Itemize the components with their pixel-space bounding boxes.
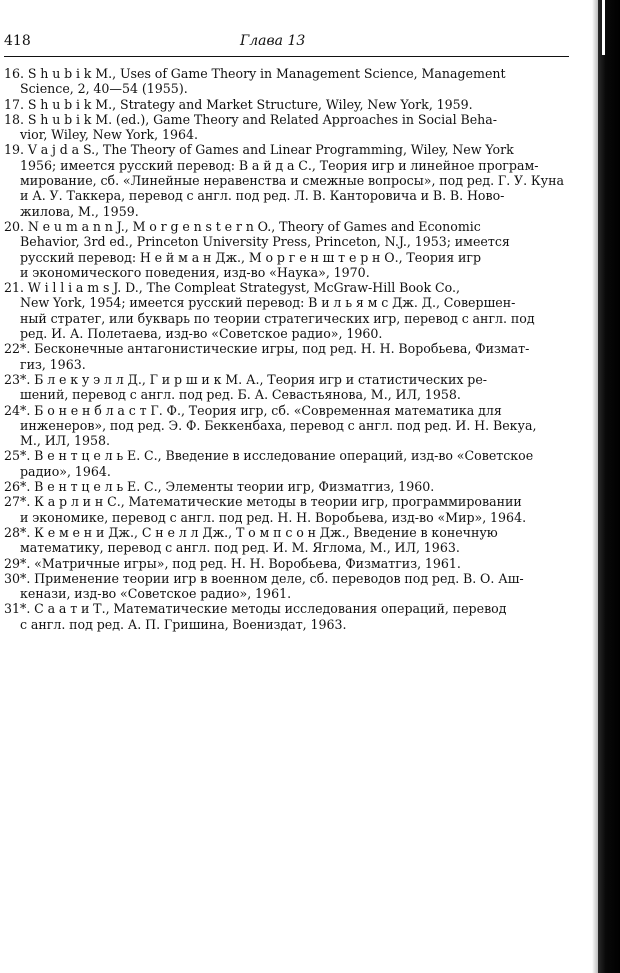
reference-17 bbox=[4, 97, 568, 112]
reference-number: 28*. bbox=[4, 524, 31, 540]
reference-line: V a j d a S., The Theory of Games and Linear Programming, Wiley, New York bbox=[27, 142, 514, 158]
reference-line: жилова, М., 1959. bbox=[20, 203, 139, 219]
reference-number: 22*. bbox=[4, 341, 31, 357]
reference-number: 25*. bbox=[4, 448, 31, 464]
reference-number: 16. bbox=[4, 66, 25, 81]
reference-number: 27*. bbox=[4, 494, 31, 510]
reference-number: 18. bbox=[4, 111, 25, 127]
reference-27 bbox=[4, 494, 568, 525]
reference-18 bbox=[4, 112, 568, 143]
reference-29 bbox=[4, 556, 568, 571]
reference-line: ный стратег, или букварь по теории стратегических игр, перевод с англ. под bbox=[20, 310, 535, 326]
reference-line: S h u b i k M., Uses of Game Theory in Management Science, Management bbox=[27, 66, 506, 81]
reference-20 bbox=[4, 219, 568, 280]
reference-number: 24*. bbox=[4, 402, 31, 418]
reference-number: 21. bbox=[4, 280, 25, 296]
reference-16 bbox=[4, 66, 568, 97]
reference-line: М., ИЛ, 1958. bbox=[20, 433, 111, 449]
reference-line: и экономике, перевод с англ. под ред. Н. Н. Воробьева, изд-во «Мир», 1964. bbox=[20, 509, 527, 525]
reference-line: vior, Wiley, New York, 1964. bbox=[20, 127, 199, 143]
reference-line: математику, перевод с англ. под ред. И. М. Яглома, М., ИЛ, 1963. bbox=[20, 540, 460, 556]
running-head: Глава 13 bbox=[240, 33, 306, 49]
reference-line: S h u b i k M. (ed.), Game Theory and Related Approaches in Social Beha- bbox=[27, 111, 498, 127]
reference-25 bbox=[4, 448, 568, 479]
reference-line: К а р л и н С., Математические методы в теории игр, программировании bbox=[34, 494, 522, 510]
reference-line: С а а т и Т., Математические методы исследования операций, перевод bbox=[34, 601, 507, 617]
reference-line: Behavior, 3rd ed., Princeton University Press, Princeton, N.J., 1953; имеется bbox=[20, 234, 510, 250]
reference-line: Бесконечные антагонистические игры, под ред. Н. Н. Воробьева, Физмат- bbox=[34, 341, 530, 357]
page-header bbox=[4, 33, 570, 51]
header-rule bbox=[4, 56, 569, 57]
reference-line: Science, 2, 40—54 (1955). bbox=[20, 81, 188, 97]
reference-line: и экономического поведения, изд-во «Наука», 1970. bbox=[20, 264, 370, 280]
reference-30 bbox=[4, 571, 568, 602]
reference-line: инженеров», под ред. Э. Ф. Беккенбаха, перевод с англ. под ред. И. Н. Векуа, bbox=[20, 417, 537, 433]
scan-edge-gap bbox=[602, 0, 605, 55]
reference-23 bbox=[4, 372, 568, 403]
reference-21 bbox=[4, 280, 568, 341]
reference-26 bbox=[4, 479, 568, 494]
reference-list bbox=[4, 66, 568, 632]
reference-line: кенази, изд-во «Советское радио», 1961. bbox=[20, 586, 292, 602]
reference-19 bbox=[4, 142, 568, 218]
reference-line: S h u b i k M., Strategy and Market Structure, Wiley, New York, 1959. bbox=[27, 96, 473, 112]
reference-line: с англ. под ред. А. П. Гришина, Воениздат, 1963. bbox=[20, 616, 347, 632]
page-number: 418 bbox=[4, 33, 31, 49]
reference-number: 29*. bbox=[4, 555, 31, 571]
reference-22 bbox=[4, 341, 568, 372]
reference-number: 19. bbox=[4, 142, 25, 158]
reference-line: шений, перевод с англ. под ред. Б. А. Севастьянова, М., ИЛ, 1958. bbox=[20, 387, 461, 403]
reference-number: 26*. bbox=[4, 479, 31, 495]
scan-edge-band bbox=[598, 0, 620, 973]
reference-line: и А. У. Таккера, перевод с англ. под ред. Л. В. Канторовича и В. В. Ново- bbox=[20, 188, 505, 204]
reference-line: гиз, 1963. bbox=[20, 356, 86, 372]
reference-number: 20. bbox=[4, 218, 25, 234]
reference-line: W i l l i a m s J. D., The Compleat Strategyst, McGraw-Hill Book Co., bbox=[27, 280, 460, 296]
reference-number: 23*. bbox=[4, 371, 31, 387]
reference-line: мирование, сб. «Линейные неравенства и смежные вопросы», под ред. Г. У. Куна bbox=[20, 173, 564, 189]
reference-line: радио», 1964. bbox=[20, 463, 111, 479]
reference-line: N e u m a n n J., M o r g e n s t e r n O., Theory of Games and Economic bbox=[27, 218, 481, 234]
reference-line: ред. И. А. Полетаева, изд-во «Советское радио», 1960. bbox=[20, 326, 383, 342]
reference-line: В е н т ц е л ь Е. С., Введение в исследование операций, изд-во «Советское bbox=[34, 448, 534, 464]
reference-line: В е н т ц е л ь Е. С., Элементы теории игр, Физматгиз, 1960. bbox=[34, 479, 435, 495]
reference-line: Б о н е н б л а с т Г. Ф., Теория игр, сб. «Современная математика для bbox=[34, 402, 502, 418]
reference-line: Применение теории игр в военном деле, сб. переводов под ред. В. О. Аш- bbox=[34, 570, 524, 586]
reference-31 bbox=[4, 601, 568, 632]
reference-24 bbox=[4, 403, 568, 449]
reference-number: 30*. bbox=[4, 570, 31, 586]
reference-line: 1956; имеется русский перевод: В а й д а С., Теория игр и линейное програм- bbox=[20, 157, 539, 173]
reference-line: New York, 1954; имеется русский перевод: В и л ь я м с Дж. Д., Совершен- bbox=[20, 295, 516, 311]
reference-number: 17. bbox=[4, 96, 25, 112]
reference-line: К е м е н и Дж., С н е л л Дж., Т о м п с о н Дж., Введение в конечную bbox=[34, 524, 498, 540]
reference-28 bbox=[4, 525, 568, 556]
reference-line: русский перевод: Н е й м а н Дж., М о р г е н ш т е р н О., Теория игр bbox=[20, 249, 482, 265]
reference-line: Б л е к у э л л Д., Г и р ш и к М. А., Теория игр и статистических ре- bbox=[34, 371, 488, 387]
reference-number: 31*. bbox=[4, 601, 31, 617]
reference-line: «Матричные игры», под ред. Н. Н. Воробьева, Физматгиз, 1961. bbox=[34, 555, 461, 571]
